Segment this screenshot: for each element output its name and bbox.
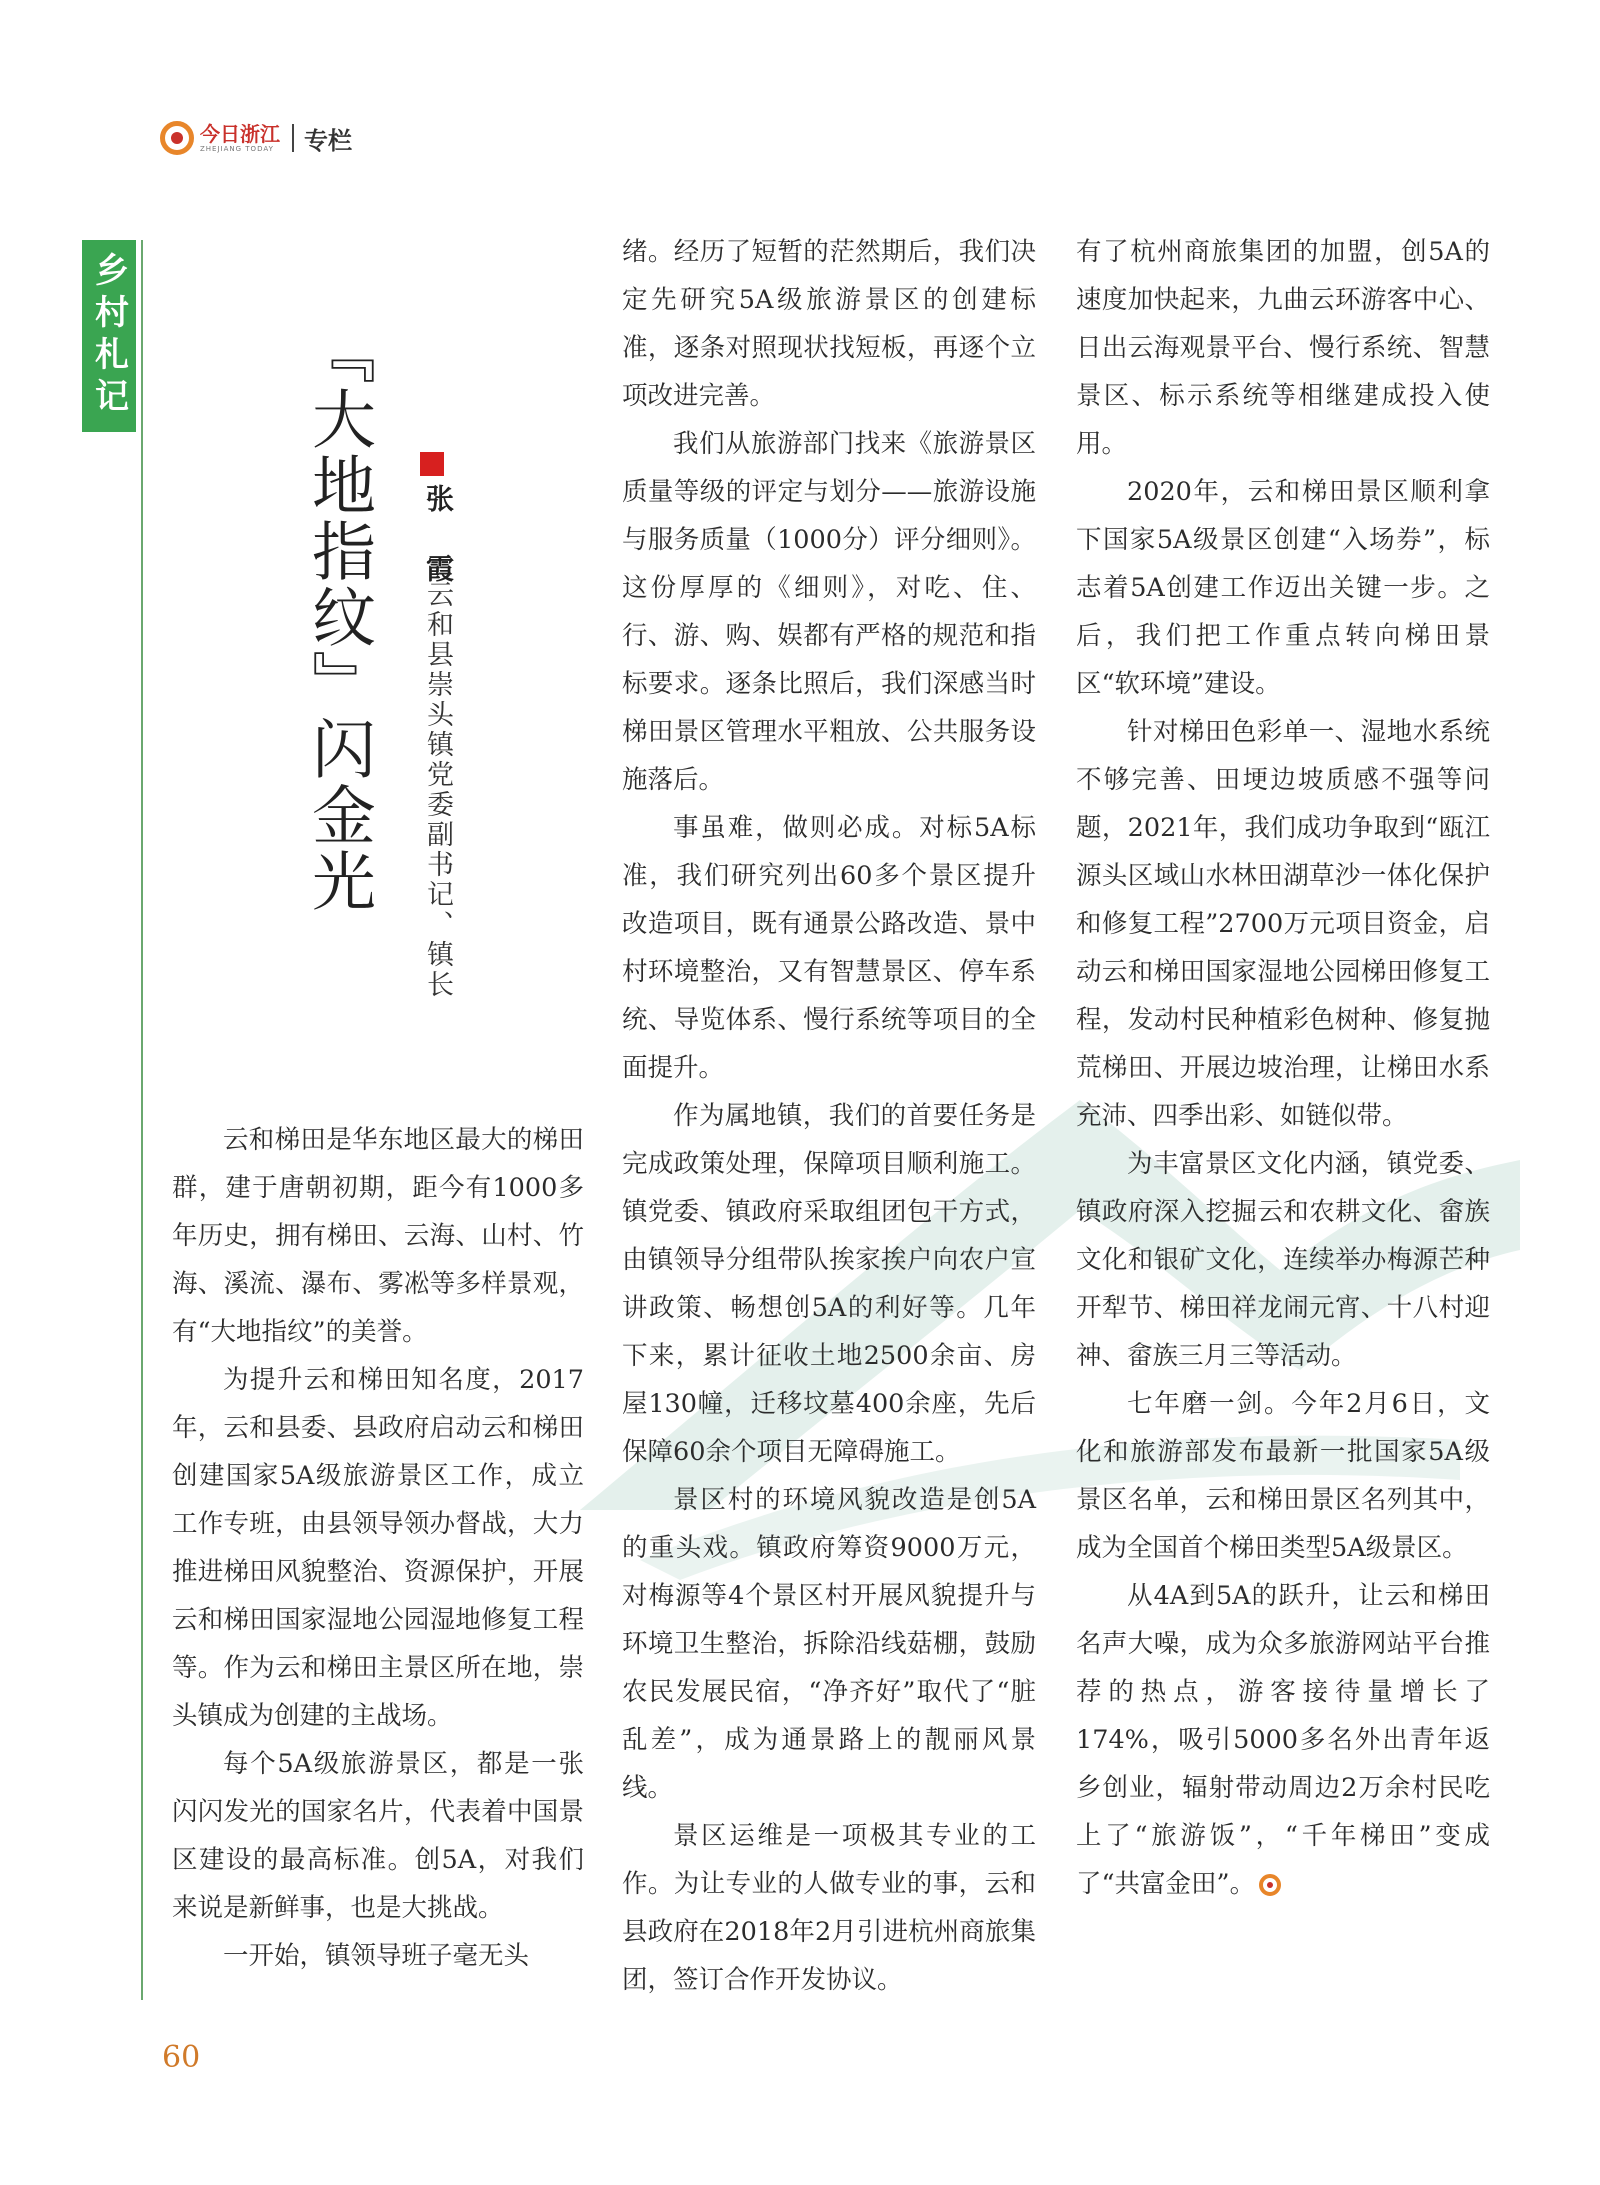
zhejiang-today-logo-icon (160, 121, 194, 155)
text-column-3 (1076, 228, 1490, 1908)
article-title: 『大地指纹』闪金光 (301, 320, 375, 914)
header-divider (292, 124, 294, 152)
author-marker (420, 452, 444, 476)
author-name: 张 霞 (422, 484, 455, 598)
paragraph: 作为属地镇，我们的首要任务是完成政策处理，保障项目顺利施工。镇党委、镇政府采取组团包干方式，由镇领导分组带队挨家挨户向农户宣讲政策、畅想创5A的利好等。几年下来，累计征收土地2500余亩、房屋130幢，迁移坟墓400余座，先后保障60余个项目无障碍施工。 (622, 1101, 1036, 1467)
paragraph: 景区运维是一项极其专业的工作。为让专业的人做专业的事，云和县政府在2018年2月引进杭州商旅集团，签订合作开发协议。 (622, 1821, 1036, 1995)
paragraph: 为提升云和梯田知名度，2017年，云和县委、县政府启动云和梯田创建国家5A级旅游景区工作，成立工作专班，由县领导领办督战，大力推进梯田风貌整治、资源保护，开展云和梯田国家湿地公园湿地修复工程等。作为云和梯田主景区所在地，崇头镇成为创建的主战场。 (172, 1365, 584, 1731)
end-of-article-logo-icon (1259, 1874, 1281, 1896)
text-column-1 (172, 1116, 584, 1980)
paragraph: 为丰富景区文化内涵，镇党委、镇政府深入挖掘云和农耕文化、畲族文化和银矿文化，连续举办梅源芒种开犁节、梯田祥龙闹元宵、十八村迎神、畲族三月三等活动。 (1076, 1149, 1490, 1371)
paragraph: 我们从旅游部门找来《旅游景区质量等级的评定与划分——旅游设施与服务质量（1000分）评分细则》。这份厚厚的《细则》，对吃、住、行、游、购、娱都有严格的规范和指标要求。逐条比照后，我们深感当时梯田景区管理水平粗放、公共服务设施落后。 (622, 429, 1036, 795)
paragraph: 云和梯田是华东地区最大的梯田群，建于唐朝初期，距今有1000多年历史，拥有梯田、云海、山村、竹海、溪流、瀑布、雾凇等多样景观，有“大地指纹”的美誉。 (172, 1125, 584, 1347)
column-tab: 乡村札记 (82, 240, 136, 432)
final-paragraph-text: 从4A到5A的跃升，让云和梯田名声大噪，成为众多旅游网站平台推荐的热点，游客接待量增长了174%，吸引5000多名外出青年返乡创业，辐射带动周边2万余村民吃上了“旅游饭”，“千年梯田”变成了“共富金田”。 (1076, 1581, 1490, 1899)
paragraph: 事虽难，做则必成。对标5A标准，我们研究列出60多个景区提升改造项目，既有通景公路改造、景中村环境整治，又有智慧景区、停车系统、导览体系、慢行系统等项目的全面提升。 (622, 813, 1036, 1083)
text-column-2 (622, 228, 1036, 2004)
paragraph-continued: 绪。经历了短暂的茫然期后，我们决定先研究5A级旅游景区的创建标准，逐条对照现状找短板，再逐个立项改进完善。 (622, 237, 1036, 411)
paragraph: 每个5A级旅游景区，都是一张闪闪发光的国家名片，代表着中国景区建设的最高标准。创5A，对我们来说是新鲜事，也是大挑战。 (172, 1749, 584, 1923)
paragraph: 针对梯田色彩单一、湿地水系统不够完善、田埂边坡质感不强等问题，2021年，我们成功争取到“瓯江源头区域山水林田湖草沙一体化保护和修复工程”2700万元项目资金，启动云和梯田国家湿地公园梯田修复工程，发动村民种植彩色树种、修复抛荒梯田、开展边坡治理，让梯田水系充沛、四季出彩、如链似带。 (1076, 717, 1490, 1131)
logo-chinese: 今日浙江 (200, 121, 280, 146)
paragraph: 一开始，镇领导班子毫无头 (223, 1941, 530, 1971)
paragraph: 2020年，云和梯田景区顺利拿下国家5A级景区创建“入场券”，标志着5A创建工作迈出关键一步。之后，我们把工作重点转向梯田景区“软环境”建设。 (1076, 477, 1490, 699)
section-label: 专栏 (304, 126, 352, 155)
paragraph-final (1076, 1572, 1490, 1908)
paragraph: 景区村的环境风貌改造是创5A的重头戏。镇政府筹资9000万元，对梅源等4个景区村开展风貌提升与环境卫生整治，拆除沿线菇棚，鼓励农民发展民宿，“净齐好”取代了“脏乱差”，成为通景路上的靓丽风景线。 (622, 1485, 1036, 1803)
page-number: 60 (162, 2040, 201, 2075)
magazine-logo-text (200, 121, 280, 153)
page-header (160, 118, 352, 158)
side-divider (141, 240, 143, 2000)
paragraph: 七年磨一剑。今年2月6日，文化和旅游部发布最新一批国家5A级景区名单，云和梯田景区名列其中，成为全国首个梯田类型5A级景区。 (1076, 1389, 1490, 1563)
logo-english: ZHEJIANG TODAY (200, 144, 274, 153)
author-title: 云和县崇头镇党委副书记、镇长 (422, 580, 453, 1000)
paragraph-continued: 有了杭州商旅集团的加盟，创5A的速度加快起来，九曲云环游客中心、日出云海观景平台、慢行系统、智慧景区、标示系统等相继建成投入使用。 (1076, 237, 1490, 459)
